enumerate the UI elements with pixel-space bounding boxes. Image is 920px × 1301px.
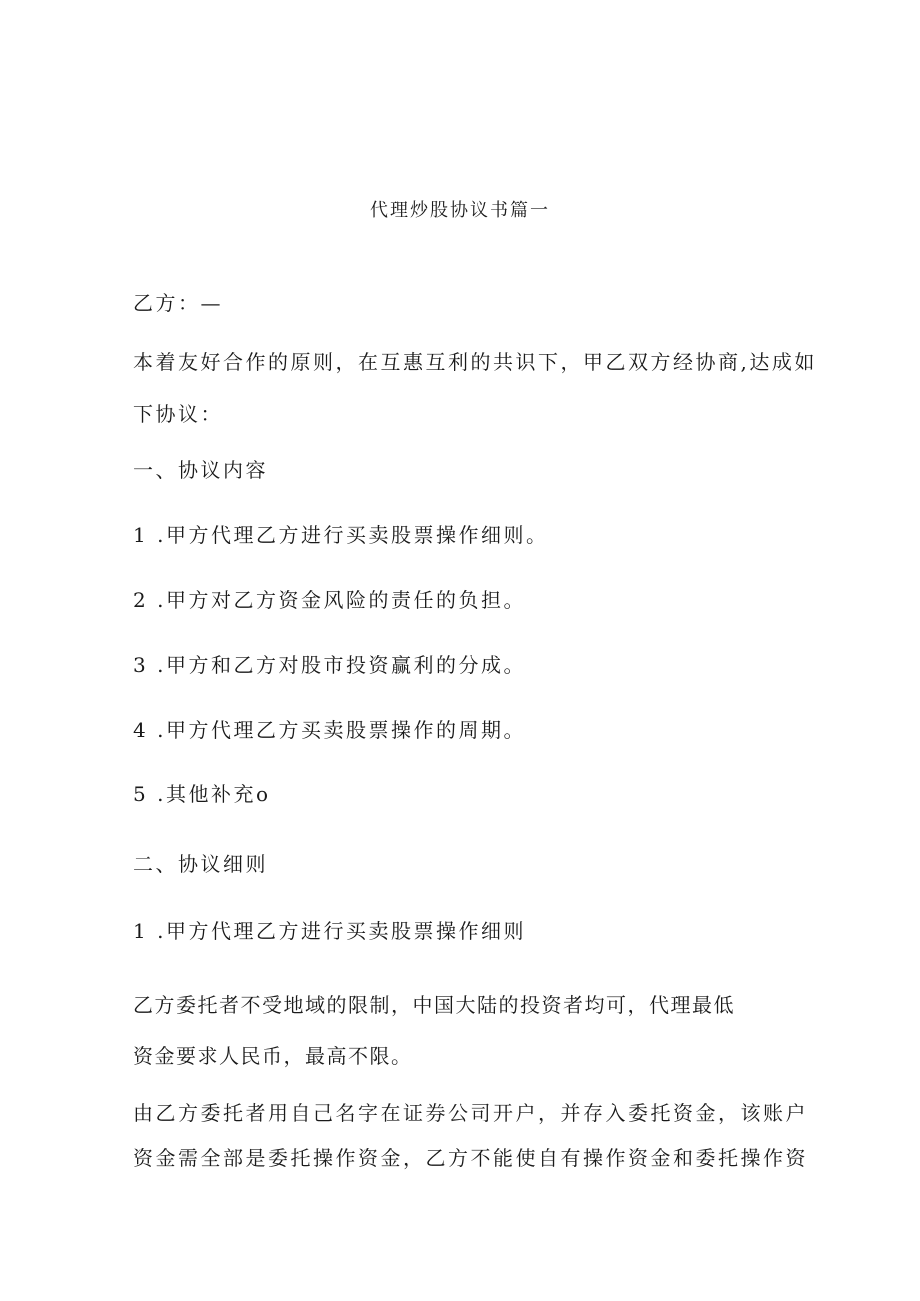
section1-item-3: 3 .甲方和乙方对股市投资赢利的分成。 — [133, 653, 526, 677]
para2-line-2: 资金需全部是委托操作资金，乙方不能使自有操作资金和委托操作资 — [133, 1146, 808, 1170]
para1-line-1: 乙方委托者不受地域的限制，中国大陆的投资者均可，代理最低 — [133, 993, 735, 1017]
intro-line-2: 下协议： — [133, 402, 223, 426]
section1-item-2: 2 .甲方对乙方资金风险的责任的负担。 — [133, 588, 526, 612]
section2-heading: 二、协议细则 — [133, 852, 268, 876]
section1-item-4: 4 .甲方代理乙方买卖股票操作的周期。 — [133, 718, 526, 742]
para2-line-1: 由乙方委托者用自己名字在证券公司开户，并存入委托资金，该账户 — [133, 1101, 808, 1125]
section1-heading: 一、协议内容 — [133, 458, 268, 482]
party-b-line: 乙方：— — [133, 291, 223, 315]
para1-line-2: 资金要求人民币，最高不限。 — [133, 1044, 413, 1068]
intro-line-1: 本着友好合作的原则，在互惠互利的共识下，甲乙双方经协商,达成如 — [133, 350, 817, 374]
section1-item-1: 1 .甲方代理乙方进行买卖股票操作细则。 — [133, 523, 549, 547]
section2-item-1: 1 .甲方代理乙方进行买卖股票操作细则 — [133, 919, 526, 943]
section1-item-5: 5 .其他补充o — [133, 782, 271, 806]
document-title: 代理炒股协议书篇一 — [370, 200, 550, 221]
